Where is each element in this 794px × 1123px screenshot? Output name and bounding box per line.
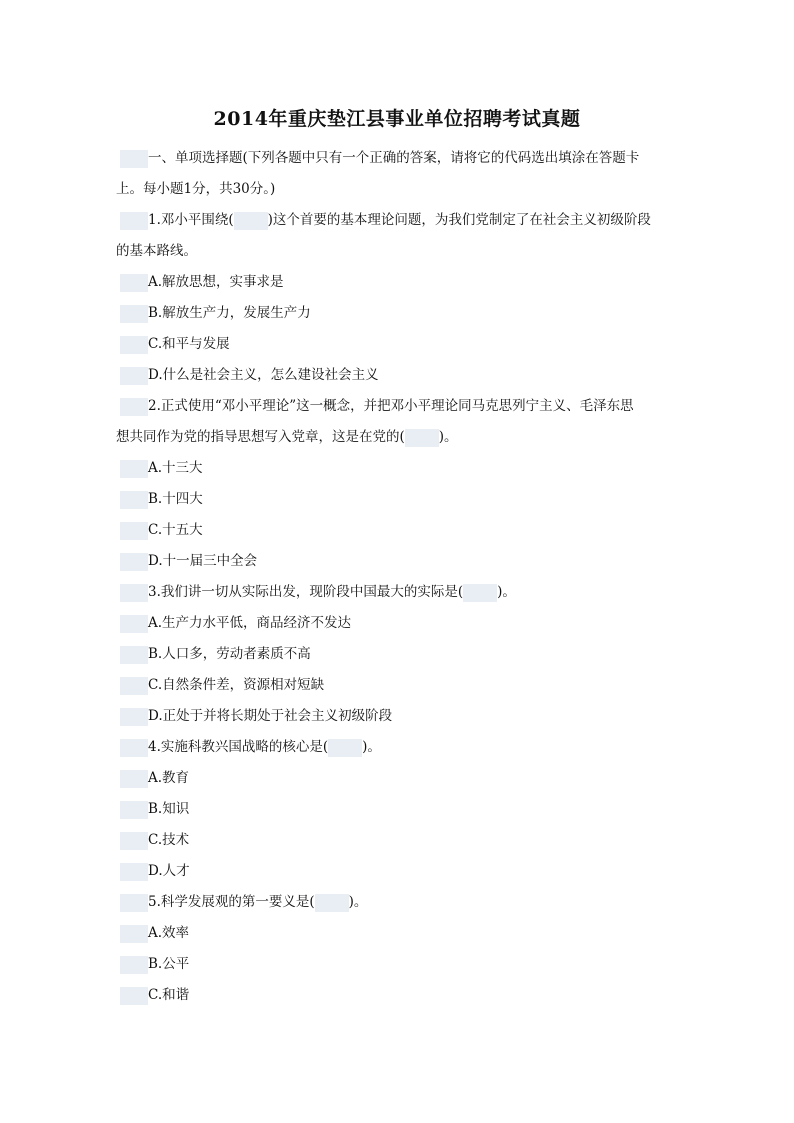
option: B.人口多，劳动者素质不高 <box>120 639 680 670</box>
section-instruction <box>120 143 680 174</box>
answer-blank <box>463 584 497 602</box>
instruction-line-2: 上。每小题1分，共30分。) <box>116 181 276 197</box>
option: A.解放思想，实事求是 <box>120 267 680 298</box>
document-body <box>116 143 680 1011</box>
option: C.自然条件差，资源相对短缺 <box>120 670 680 701</box>
question-3: 3.我们讲一切从实际出发，现阶段中国最大的实际是( )。 <box>120 577 680 608</box>
option: A.效率 <box>120 918 680 949</box>
option: B.知识 <box>120 794 680 825</box>
question-1-cont: 的基本路线。 <box>116 243 197 259</box>
option: D.什么是社会主义，怎么建设社会主义 <box>120 360 680 391</box>
option: C.技术 <box>120 825 680 856</box>
question-1: 1.邓小平围绕( )这个首要的基本理论问题，为我们党制定了在社会主义初级阶段 <box>120 205 680 236</box>
question-5: 5.科学发展观的第一要义是( )。 <box>120 887 680 918</box>
option: A.生产力水平低，商品经济不发达 <box>120 608 680 639</box>
section-instruction-cont <box>116 174 680 205</box>
option: C.和谐 <box>120 980 680 1011</box>
option: D.正处于并将长期处于社会主义初级阶段 <box>120 701 680 732</box>
option: B.十四大 <box>120 484 680 515</box>
answer-blank <box>315 894 349 912</box>
answer-blank <box>234 212 268 230</box>
page-title: 2014年重庆垫江县事业单位招聘考试真题 <box>213 108 581 130</box>
option: D.人才 <box>120 856 680 887</box>
option: D.十一届三中全会 <box>120 546 680 577</box>
option: B.公平 <box>120 949 680 980</box>
answer-blank <box>405 429 439 447</box>
option: A.十三大 <box>120 453 680 484</box>
option: A.教育 <box>120 763 680 794</box>
instruction-line-1: 一、单项选择题(下列各题中只有一个正确的答案，请将它的代码选出填涂在答题卡 <box>148 150 640 166</box>
option: C.和平与发展 <box>120 329 680 360</box>
answer-blank <box>328 739 362 757</box>
option: B.解放生产力，发展生产力 <box>120 298 680 329</box>
question-2: 2.正式使用“邓小平理论”这一概念，并把邓小平理论同马克思列宁主义、毛泽东思 <box>120 391 680 422</box>
option: C.十五大 <box>120 515 680 546</box>
question-4: 4.实施科教兴国战略的核心是( )。 <box>120 732 680 763</box>
question-2-cont: 想共同作为党的指导思想写入党章，这是在党的( )。 <box>116 429 458 445</box>
